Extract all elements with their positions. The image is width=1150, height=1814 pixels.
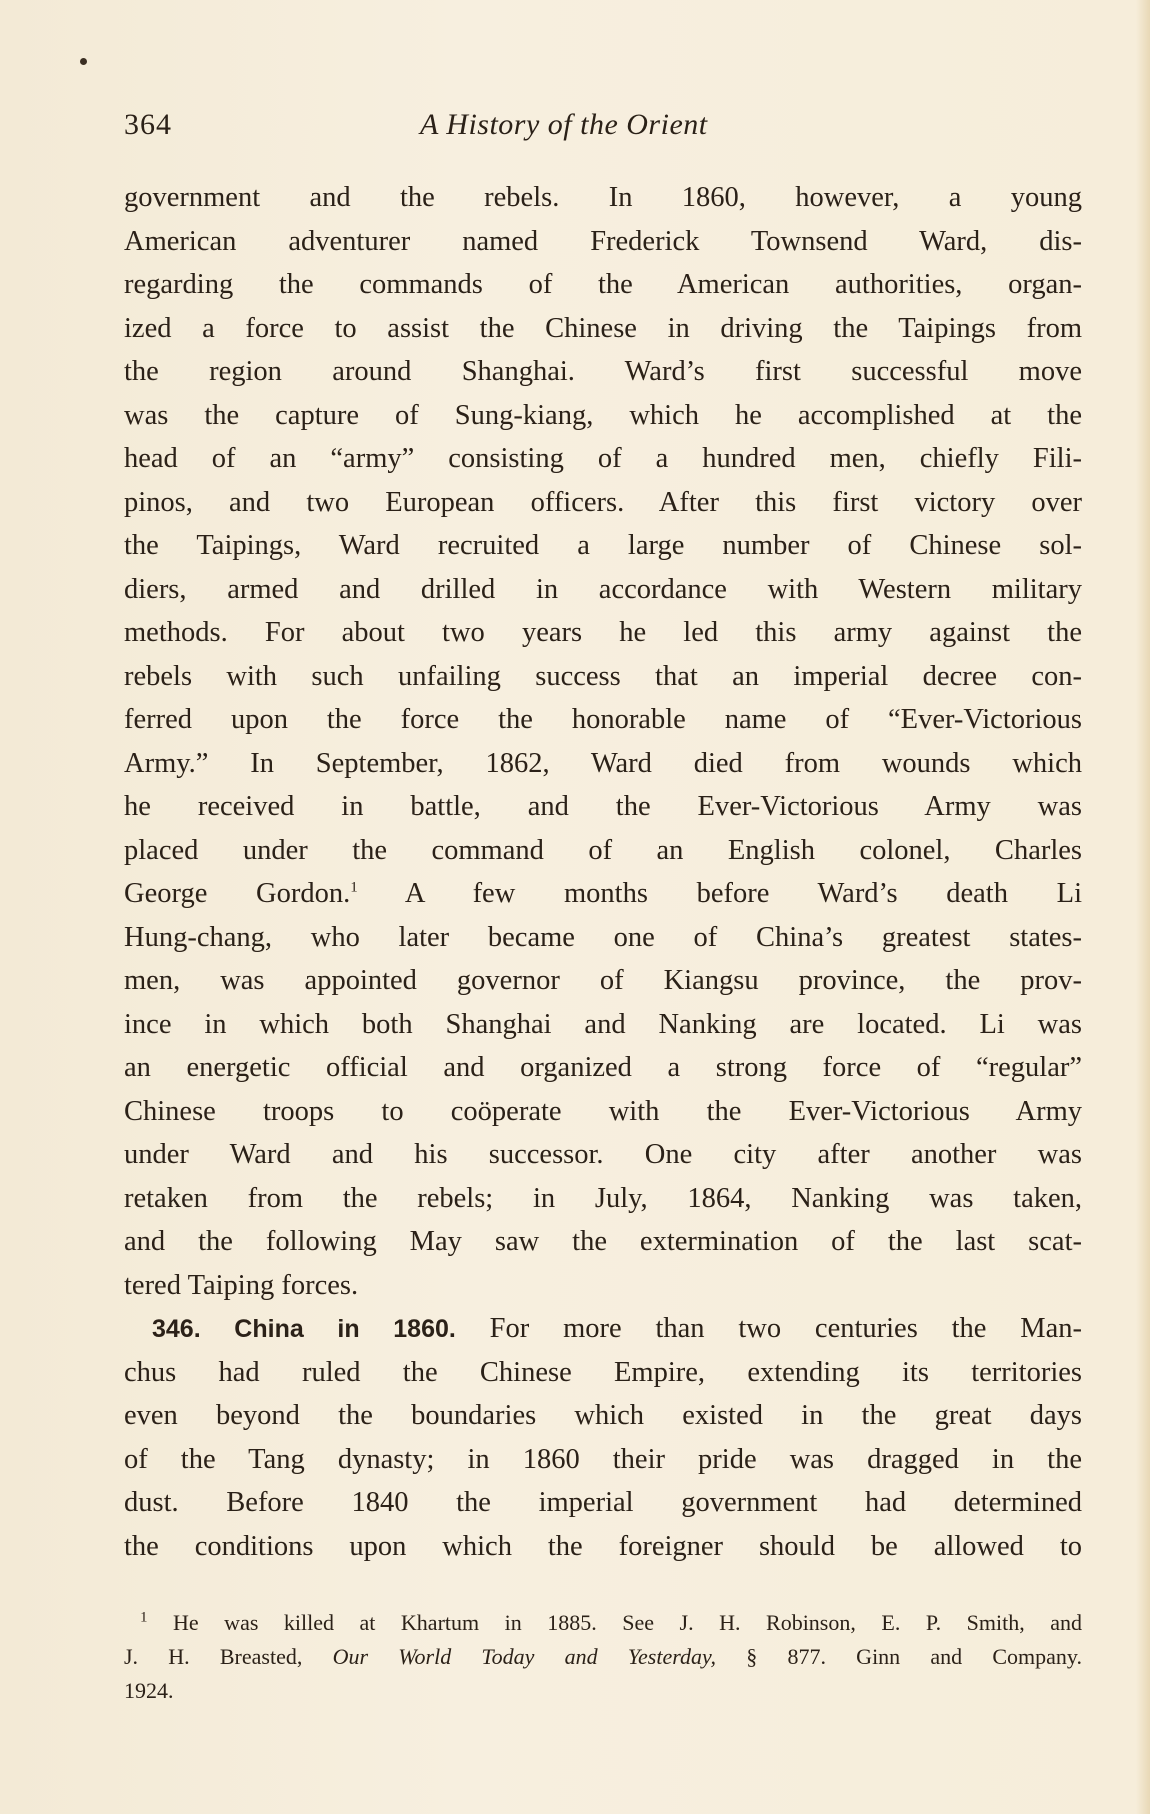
footnote-reference: 1 bbox=[350, 879, 358, 896]
page-edge-shadow bbox=[1136, 0, 1150, 1814]
text-line: he received in battle, and the Ever-Victorious Army was bbox=[124, 791, 1082, 822]
text-line: ferred upon the force the honorable name of “Ever-Victorious bbox=[124, 704, 1082, 735]
text-fragment: J. H. Breasted, bbox=[124, 1644, 333, 1669]
running-header bbox=[0, 108, 1150, 148]
text-line: an energetic official and organized a strong force of “regular” bbox=[124, 1052, 1082, 1083]
page-number: 364 bbox=[124, 108, 172, 141]
book-title: Our World Today and Yesterday, bbox=[332, 1644, 717, 1669]
footnote-line bbox=[124, 1606, 1082, 1640]
main-text bbox=[124, 176, 1082, 1568]
text-line: Army.” In September, 1862, Ward died from wounds which bbox=[124, 747, 1082, 779]
text-fragment: A few months before Ward’s death Li bbox=[357, 878, 1082, 909]
text-line: the Taipings, Ward recruited a large number of Chinese sol- bbox=[124, 530, 1082, 561]
text-fragment: § 877. Ginn and Company. bbox=[716, 1644, 1083, 1669]
text-line: pinos, and two European officers. After this first victory over bbox=[124, 486, 1082, 518]
text-line: men, was appointed governor of Kiangsu province, the prov- bbox=[124, 965, 1082, 996]
text-line: of the Tang dynasty; in 1860 their pride was dragged in the bbox=[124, 1443, 1082, 1475]
text-line: placed under the command of an English colonel, Charles bbox=[124, 834, 1082, 866]
footnote-line: 1924. bbox=[124, 1678, 174, 1703]
text-line: head of an “army” consisting of a hundred men, chiefly Fili- bbox=[124, 443, 1082, 474]
ink-dot-mark bbox=[80, 58, 87, 65]
text-line: government and the rebels. In 1860, however, a young bbox=[124, 182, 1082, 213]
footnote-marker: 1 bbox=[140, 1609, 148, 1626]
text-line: retaken from the rebels; in July, 1864, Nanking was taken, bbox=[124, 1182, 1082, 1214]
footnote-line bbox=[124, 1640, 1082, 1674]
text-line: under Ward and his successor. One city after another was bbox=[124, 1139, 1082, 1170]
text-line: methods. For about two years he led this army against the bbox=[124, 617, 1082, 648]
text-line: and the following May saw the extermination of the last scat- bbox=[124, 1226, 1082, 1257]
footnote bbox=[124, 1606, 1082, 1708]
text-line: rebels with such unfailing success that an imperial decree con- bbox=[124, 660, 1082, 692]
text-line: diers, armed and drilled in accordance with Western military bbox=[124, 573, 1082, 605]
section-heading: 346. China in 1860. bbox=[152, 1315, 456, 1343]
text-line: ince in which both Shanghai and Nanking are located. Li was bbox=[124, 1008, 1082, 1040]
text-line: was the capture of Sung-kiang, which he accomplished at the bbox=[124, 399, 1082, 431]
text-line: Chinese troops to coöperate with the Ever-Victorious Army bbox=[124, 1095, 1082, 1127]
text-line: dust. Before 1840 the imperial government had determined bbox=[124, 1487, 1082, 1518]
text-fragment: For more than two centuries the Man- bbox=[455, 1313, 1082, 1344]
text-line: even beyond the boundaries which existed in the great days bbox=[124, 1400, 1082, 1431]
text-fragment: George Gordon. bbox=[124, 878, 351, 909]
text-line: regarding the commands of the American authorities, organ- bbox=[124, 269, 1082, 300]
text-line: American adventurer named Frederick Townsend Ward, dis- bbox=[124, 225, 1082, 257]
text-line: chus had ruled the Chinese Empire, extending its territories bbox=[124, 1356, 1082, 1388]
section-first-line bbox=[124, 1307, 1082, 1351]
text-line: Hung-chang, who later became one of China’s greatest states- bbox=[124, 921, 1082, 953]
running-title: A History of the Orient bbox=[420, 108, 708, 141]
text-line-with-footnote bbox=[124, 872, 1082, 916]
text-line: ized a force to assist the Chinese in driving the Taipings from bbox=[124, 312, 1082, 344]
text-line: the conditions upon which the foreigner should be allowed to bbox=[124, 1530, 1082, 1562]
text-line: tered Taiping forces. bbox=[124, 1269, 359, 1301]
text-fragment: He was killed at Khartum in 1885. See J. H. Robinson, E. P. Smith, and bbox=[147, 1610, 1082, 1635]
text-line: the region around Shanghai. Ward’s first successful move bbox=[124, 356, 1082, 387]
